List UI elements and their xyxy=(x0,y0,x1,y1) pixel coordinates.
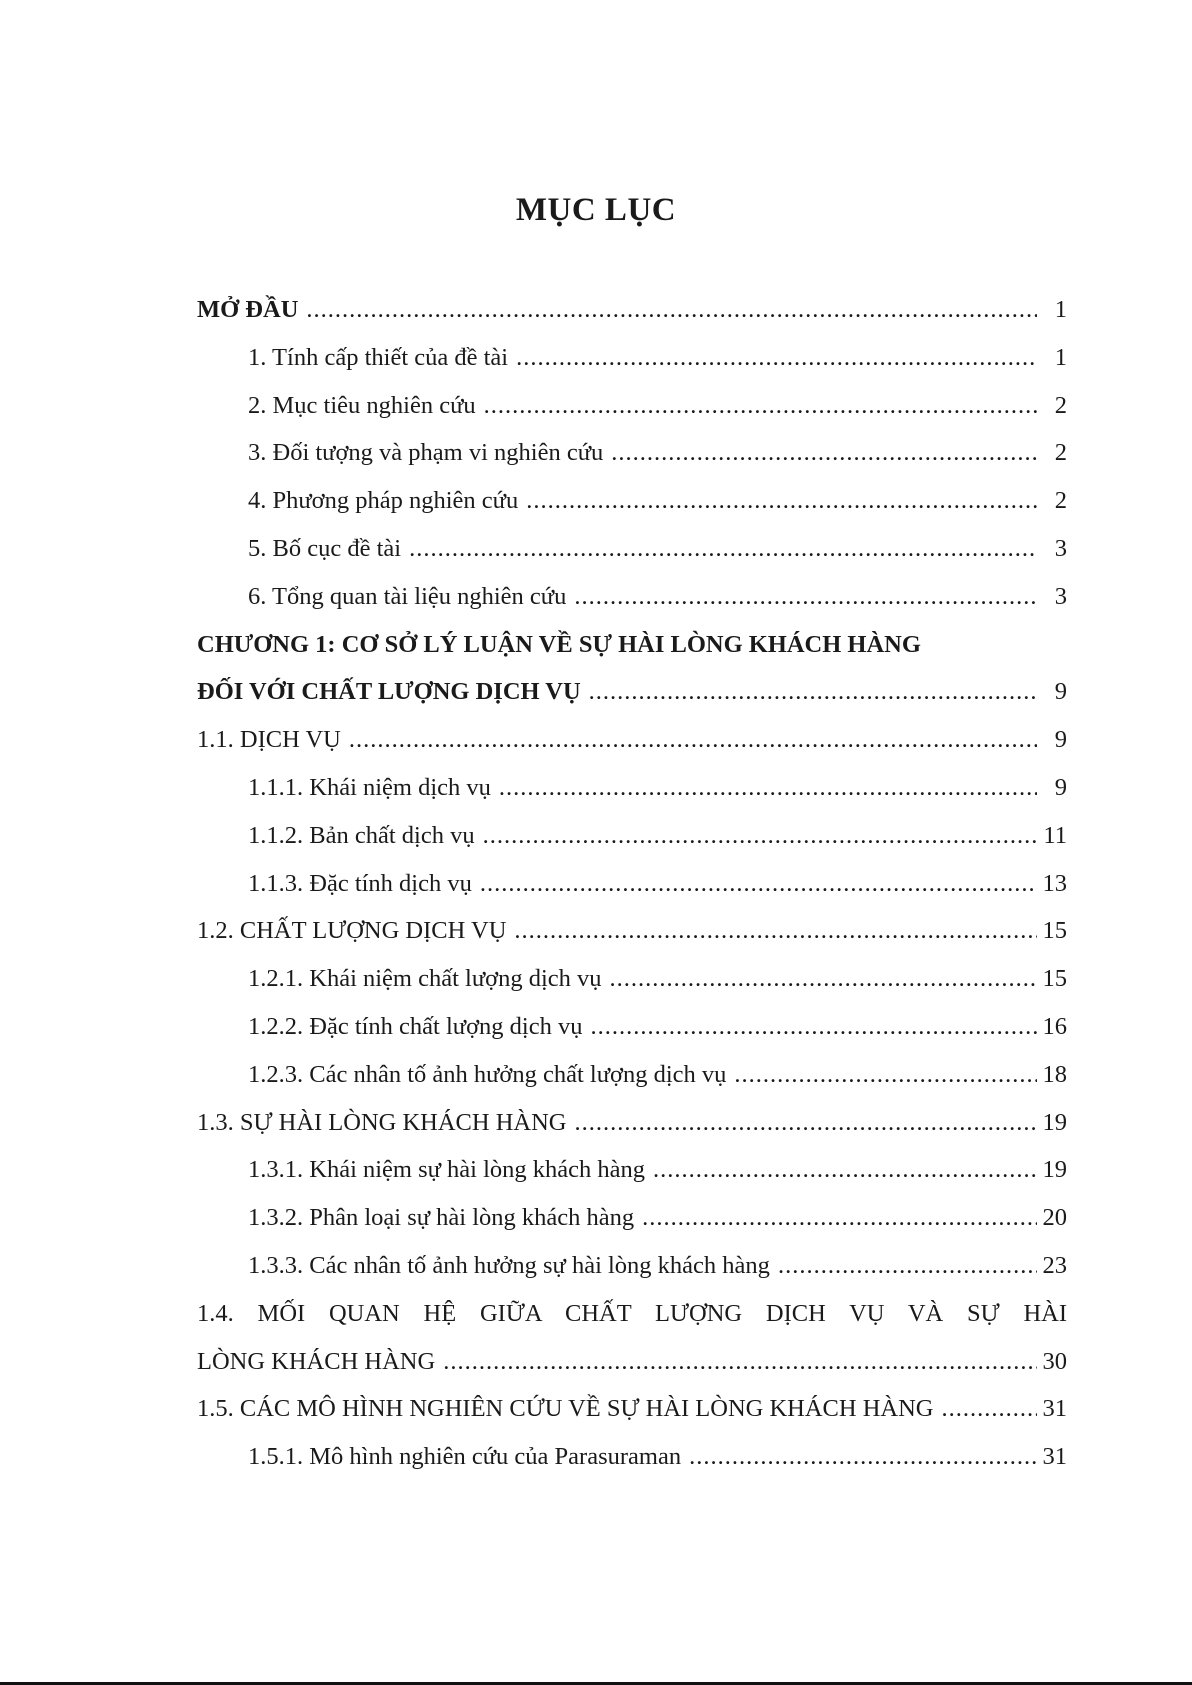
toc-entry-label: MỞ ĐẦU xyxy=(197,296,299,323)
toc-entry-page-number: 31 xyxy=(1042,1443,1067,1471)
toc-entry-label: 5. Bố cục đề tài xyxy=(248,534,402,562)
toc-leader-dots xyxy=(480,870,1037,898)
toc-leader-dots xyxy=(306,296,1037,324)
toc-entry-page-number: 2 xyxy=(1054,391,1067,419)
toc-entry-page-number: 15 xyxy=(1042,917,1067,945)
toc-entry-label: 1.2.3. Các nhân tố ảnh hưởng chất lượng dịch vụ xyxy=(248,1060,727,1088)
toc-entry-label: 3. Đối tượng và phạm vi nghiên cứu xyxy=(248,439,604,467)
toc-entry-label: 1.4. MỐI QUAN HỆ GIỮA CHẤT LƯỢNG DỊCH VỤ VÀ SỰ HÀI xyxy=(197,1299,1067,1327)
toc-entry-label: 4. Phương pháp nghiên cứu xyxy=(248,487,519,515)
toc-entry-label: 2. Mục tiêu nghiên cứu xyxy=(248,391,476,419)
toc-entry[interactable] xyxy=(197,1348,1067,1396)
page-title: MỤC LỤC xyxy=(515,192,677,228)
toc-entry[interactable] xyxy=(197,1204,1067,1252)
toc-entry-page-number: 23 xyxy=(1042,1251,1067,1279)
toc-entry-page-number: 31 xyxy=(1042,1395,1067,1423)
toc-entry[interactable] xyxy=(197,344,1067,392)
toc-leader-dots xyxy=(443,1348,1037,1376)
toc-leader-dots xyxy=(653,1156,1037,1184)
toc-leader-dots xyxy=(499,774,1037,802)
toc-entry-label: 1.5. CÁC MÔ HÌNH NGHIÊN CỨU VỀ SỰ HÀI LÒNG KHÁCH HÀNG xyxy=(197,1395,934,1423)
toc-entry-page-number: 2 xyxy=(1054,487,1067,515)
table-of-contents xyxy=(197,296,1067,1491)
toc-entry-page-number: 13 xyxy=(1042,869,1067,897)
toc-entry-label: 1. Tính cấp thiết của đề tài xyxy=(248,343,509,371)
toc-leader-dots xyxy=(575,1109,1038,1137)
toc-leader-dots xyxy=(574,583,1037,611)
toc-entry[interactable] xyxy=(197,726,1067,774)
toc-entry-page-number: 3 xyxy=(1054,534,1067,562)
toc-entry-page-number: 11 xyxy=(1043,821,1067,849)
toc-entry[interactable] xyxy=(197,1061,1067,1109)
toc-leader-dots xyxy=(611,439,1037,467)
toc-entry[interactable] xyxy=(197,392,1067,440)
toc-entry[interactable] xyxy=(197,917,1067,965)
toc-entry-page-number: 2 xyxy=(1054,439,1067,467)
toc-entry[interactable] xyxy=(197,487,1067,535)
toc-entry-page-number: 9 xyxy=(1054,773,1067,801)
toc-entry-label: 1.1.2. Bản chất dịch vụ xyxy=(248,821,475,849)
toc-leader-dots xyxy=(610,965,1037,993)
toc-entry[interactable] xyxy=(197,1300,1067,1348)
toc-entry[interactable] xyxy=(197,678,1067,726)
toc-entry[interactable] xyxy=(197,1109,1067,1157)
toc-entry[interactable] xyxy=(197,1395,1067,1443)
toc-leader-dots xyxy=(642,1204,1037,1232)
toc-entry[interactable] xyxy=(197,535,1067,583)
toc-entry-label: 1.2. CHẤT LƯỢNG DỊCH VỤ xyxy=(197,917,507,945)
toc-entry-page-number: 1 xyxy=(1054,296,1067,323)
toc-entry-label: 1.3.2. Phân loại sự hài lòng khách hàng xyxy=(248,1204,635,1232)
toc-entry[interactable] xyxy=(197,774,1067,822)
toc-leader-dots xyxy=(589,678,1037,706)
toc-leader-dots xyxy=(734,1061,1037,1089)
toc-entry[interactable] xyxy=(197,1252,1067,1300)
toc-entry[interactable] xyxy=(197,965,1067,1013)
toc-entry-page-number: 3 xyxy=(1054,582,1067,610)
toc-leader-dots xyxy=(778,1252,1037,1280)
toc-entry-page-number: 19 xyxy=(1042,1156,1067,1184)
toc-entry[interactable] xyxy=(197,1443,1067,1491)
toc-entry[interactable] xyxy=(197,296,1067,344)
toc-entry-label: 1.3. SỰ HÀI LÒNG KHÁCH HÀNG xyxy=(197,1108,567,1136)
toc-entry-page-number: 15 xyxy=(1042,965,1067,993)
toc-entry[interactable] xyxy=(197,870,1067,918)
toc-entry-label: 1.3.1. Khái niệm sự hài lòng khách hàng xyxy=(248,1156,646,1184)
toc-leader-dots xyxy=(483,822,1037,850)
toc-entry[interactable] xyxy=(197,439,1067,487)
toc-entry-label: 1.1.3. Đặc tính dịch vụ xyxy=(248,869,472,897)
toc-leader-dots xyxy=(590,1013,1037,1041)
toc-leader-dots xyxy=(484,392,1037,420)
toc-entry-label: CHƯƠNG 1: CƠ SỞ LÝ LUẬN VỀ SỰ HÀI LÒNG KHÁCH HÀNG xyxy=(197,630,921,658)
toc-entry-page-number: 9 xyxy=(1054,678,1067,706)
toc-entry-label: 1.1. DỊCH VỤ xyxy=(197,726,341,754)
toc-leader-dots xyxy=(349,726,1037,754)
toc-leader-dots xyxy=(516,344,1037,372)
toc-entry-label: 1.2.1. Khái niệm chất lượng dịch vụ xyxy=(248,965,602,993)
toc-leader-dots xyxy=(689,1443,1037,1471)
toc-entry[interactable] xyxy=(197,631,1067,679)
toc-entry[interactable] xyxy=(197,1156,1067,1204)
toc-entry-label: 1.5.1. Mô hình nghiên cứu của Parasuraman xyxy=(248,1443,682,1471)
toc-entry-page-number: 20 xyxy=(1042,1204,1067,1232)
toc-leader-dots xyxy=(526,487,1037,515)
toc-entry-label: 6. Tổng quan tài liệu nghiên cứu xyxy=(248,582,567,610)
toc-entry-page-number: 30 xyxy=(1042,1347,1067,1375)
toc-entry-label: 1.1.1. Khái niệm dịch vụ xyxy=(248,773,491,801)
toc-entry[interactable] xyxy=(197,822,1067,870)
toc-leader-dots xyxy=(514,917,1037,945)
toc-entry-label: 1.3.3. Các nhân tố ảnh hưởng sự hài lòng khách hàng xyxy=(248,1251,770,1279)
toc-entry-page-number: 16 xyxy=(1042,1012,1067,1040)
toc-entry-page-number: 9 xyxy=(1054,726,1067,754)
toc-entry-page-number: 18 xyxy=(1042,1060,1067,1088)
toc-leader-dots xyxy=(941,1395,1037,1423)
toc-entry[interactable] xyxy=(197,583,1067,631)
toc-entry-label: LÒNG KHÁCH HÀNG xyxy=(197,1347,436,1375)
toc-entry-label: 1.2.2. Đặc tính chất lượng dịch vụ xyxy=(248,1012,583,1040)
toc-entry-label: ĐỐI VỚI CHẤT LƯỢNG DỊCH VỤ xyxy=(197,678,581,706)
toc-leader-dots xyxy=(409,535,1037,563)
toc-entry[interactable] xyxy=(197,1013,1067,1061)
toc-entry-page-number: 19 xyxy=(1042,1108,1067,1136)
toc-entry-page-number: 1 xyxy=(1054,343,1067,371)
